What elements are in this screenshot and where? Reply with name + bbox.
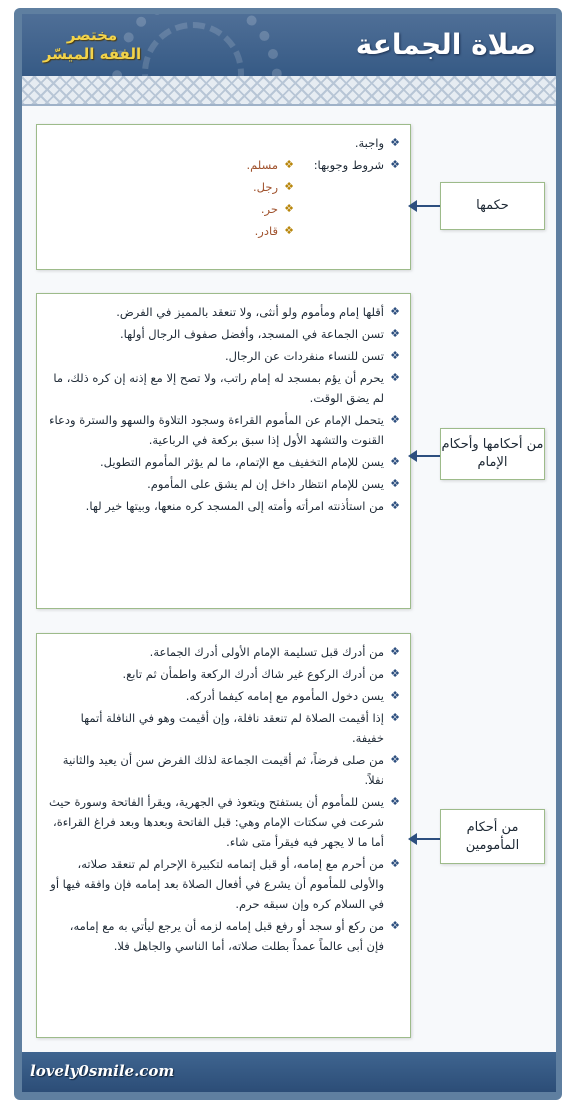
condition-item: [246, 177, 294, 197]
ruling-label: حكمها: [476, 198, 509, 213]
condition-text: حر.: [260, 202, 278, 216]
list-item: [49, 496, 400, 516]
list-item: [49, 792, 400, 852]
condition-text: رجل.: [252, 180, 278, 194]
list-item: [49, 664, 400, 684]
subtitle-line-1: مختصر: [66, 26, 118, 44]
imam-label: من أحكامها وأحكام الإمام: [441, 437, 544, 470]
list-item-text: من صلى فرضاً، ثم أقيمت الجماعة لذلك الفرض سن أن يعيد والثانية نفلاً.: [62, 753, 384, 787]
list-item: [49, 133, 400, 153]
list-item: [49, 916, 400, 956]
ruling-label-box: [440, 182, 545, 230]
list-item-text: يسن دخول المأموم مع إمامه كيفما أدركه.: [185, 689, 384, 703]
list-item-text: تسن الجماعة في المسجد، وأفضل صفوف الرجال أولها.: [119, 327, 384, 341]
diamond-bullet-icon: ❖: [390, 371, 400, 384]
imam-label-box: [440, 428, 545, 480]
diamond-bullet-icon: ❖: [390, 349, 400, 362]
condition-item: [246, 155, 294, 175]
list-item: [49, 708, 400, 748]
arrow-left-icon: [414, 838, 440, 840]
imam-rulings-box: [36, 293, 411, 609]
book-subtitle: [42, 26, 142, 64]
subtitle-line-2: الفقه الميسّر: [42, 45, 142, 63]
list-item-text: يسن للإمام انتظار داخل إن لم يشق على المأموم.: [147, 477, 384, 491]
diamond-bullet-icon: ❖: [390, 413, 400, 426]
diamond-bullet-icon: ❖: [390, 753, 400, 766]
list-item: [49, 474, 400, 494]
list-item: [49, 410, 400, 450]
diamond-bullet-icon: ❖: [284, 224, 294, 237]
diamond-bullet-icon: ❖: [284, 158, 294, 171]
list-item: [49, 302, 400, 322]
list-item: [49, 750, 400, 790]
list-item: [49, 346, 400, 366]
conditions-label: شروط وجوبها:: [313, 158, 384, 172]
list-item: [49, 686, 400, 706]
diamond-bullet-icon: ❖: [390, 919, 400, 932]
diamond-bullet-icon: ❖: [390, 499, 400, 512]
list-item-text: من أدرك قبل تسليمة الإمام الأولى أدرك الجماعة.: [149, 645, 384, 659]
list-item-text: يسن للإمام التخفيف مع الإتمام، ما لم يؤثر المأموم التطويل.: [100, 455, 384, 469]
site-watermark: lovely0smile.com: [30, 1062, 175, 1080]
list-item: [49, 452, 400, 472]
list-item: [49, 368, 400, 408]
decorative-border: [22, 76, 556, 106]
diamond-bullet-icon: ❖: [390, 667, 400, 680]
header-banner: [22, 14, 556, 76]
diamond-bullet-icon: ❖: [390, 455, 400, 468]
list-item-text: إذا أقيمت الصلاة لم تنعقد نافلة، وإن أقيمت وهو في النافلة أتمها خفيفة.: [80, 711, 384, 745]
list-item-text: يحرم أن يؤم بمسجد له إمام راتب، ولا تصح إلا مع إذنه إن كره ذلك، ما لم يضق الوقت.: [53, 371, 384, 405]
diamond-bullet-icon: ❖: [390, 136, 400, 149]
list-item-text: أقلها إمام ومأموم ولو أنثى، ولا تنعقد بالمميز في الفرض.: [116, 305, 384, 319]
diamond-bullet-icon: ❖: [390, 158, 400, 171]
diamond-bullet-icon: ❖: [390, 795, 400, 808]
diamond-bullet-icon: ❖: [390, 645, 400, 658]
ruling-item-text: واجبة.: [354, 136, 384, 150]
list-item: [49, 642, 400, 662]
condition-item: [246, 199, 294, 219]
ruling-content-box: [36, 124, 411, 270]
arrow-left-icon: [414, 205, 440, 207]
diamond-bullet-icon: ❖: [390, 327, 400, 340]
page-title: صلاة الجماعة: [355, 28, 536, 61]
followers-rulings-list: [49, 642, 400, 956]
list-item: [49, 324, 400, 344]
conditions-list: [246, 155, 294, 243]
followers-rulings-box: [36, 633, 411, 1038]
list-item-text: يتحمل الإمام عن المأموم القراءة وسجود التلاوة والسهو والسترة ودعاء القنوت والتشهد الأول إذا سبق بركعة في الرباعية.: [49, 413, 384, 447]
diamond-bullet-icon: ❖: [390, 711, 400, 724]
condition-text: قادر.: [254, 224, 278, 238]
list-item: [49, 155, 400, 243]
diamond-bullet-icon: ❖: [390, 477, 400, 490]
list-item: [49, 854, 400, 914]
list-item-text: تسن للنساء منفردات عن الرجال.: [224, 349, 384, 363]
list-item-text: يسن للمأموم أن يستفتح ويتعوذ في الجهرية، ويقرأ الفاتحة وسورة حيث شرعت في سكتات الإمام وهي: قبل الفاتحة وبعدها وبعد فراغ القراءة، أما ما لا يجهر فيه فيقرأ متى شاء.: [49, 795, 384, 849]
followers-label-box: [440, 809, 545, 864]
arrow-left-icon: [414, 455, 440, 457]
list-item-text: من أحرم مع إمامه، أو قبل إتمامه لتكبيرة الإحرام لم تنعقد صلاته، والأولى للمأموم أن يشرع في أفعال الصلاة بعد إمامه فإن وافقه فيها أو في السلام كره وإن سبقه حرم.: [50, 857, 384, 911]
list-item-text: من أدرك الركوع غير شاك أدرك الركعة واطمأن ثم تابع.: [122, 667, 384, 681]
followers-label: من أحكام المأمومين: [465, 819, 520, 853]
diamond-bullet-icon: ❖: [284, 180, 294, 193]
diamond-bullet-icon: ❖: [390, 857, 400, 870]
imam-rulings-list: [49, 302, 400, 516]
condition-item: [246, 221, 294, 241]
diamond-bullet-icon: ❖: [390, 305, 400, 318]
list-item-text: من ركع أو سجد أو رفع قبل إمامه لزمه أن يرجع ليأتي به مع إمامه، فإن أبى عالماً عمداً بطلت صلاته، أما الناسي والجاهل فلا.: [69, 919, 384, 953]
condition-text: مسلم.: [246, 158, 278, 172]
conditions-row: [49, 155, 384, 243]
list-item-text: من استأذنته امرأته وأمته إلى المسجد كره منعها، وبيتها خير لها.: [85, 499, 384, 513]
diamond-bullet-icon: ❖: [284, 202, 294, 215]
diamond-bullet-icon: ❖: [390, 689, 400, 702]
